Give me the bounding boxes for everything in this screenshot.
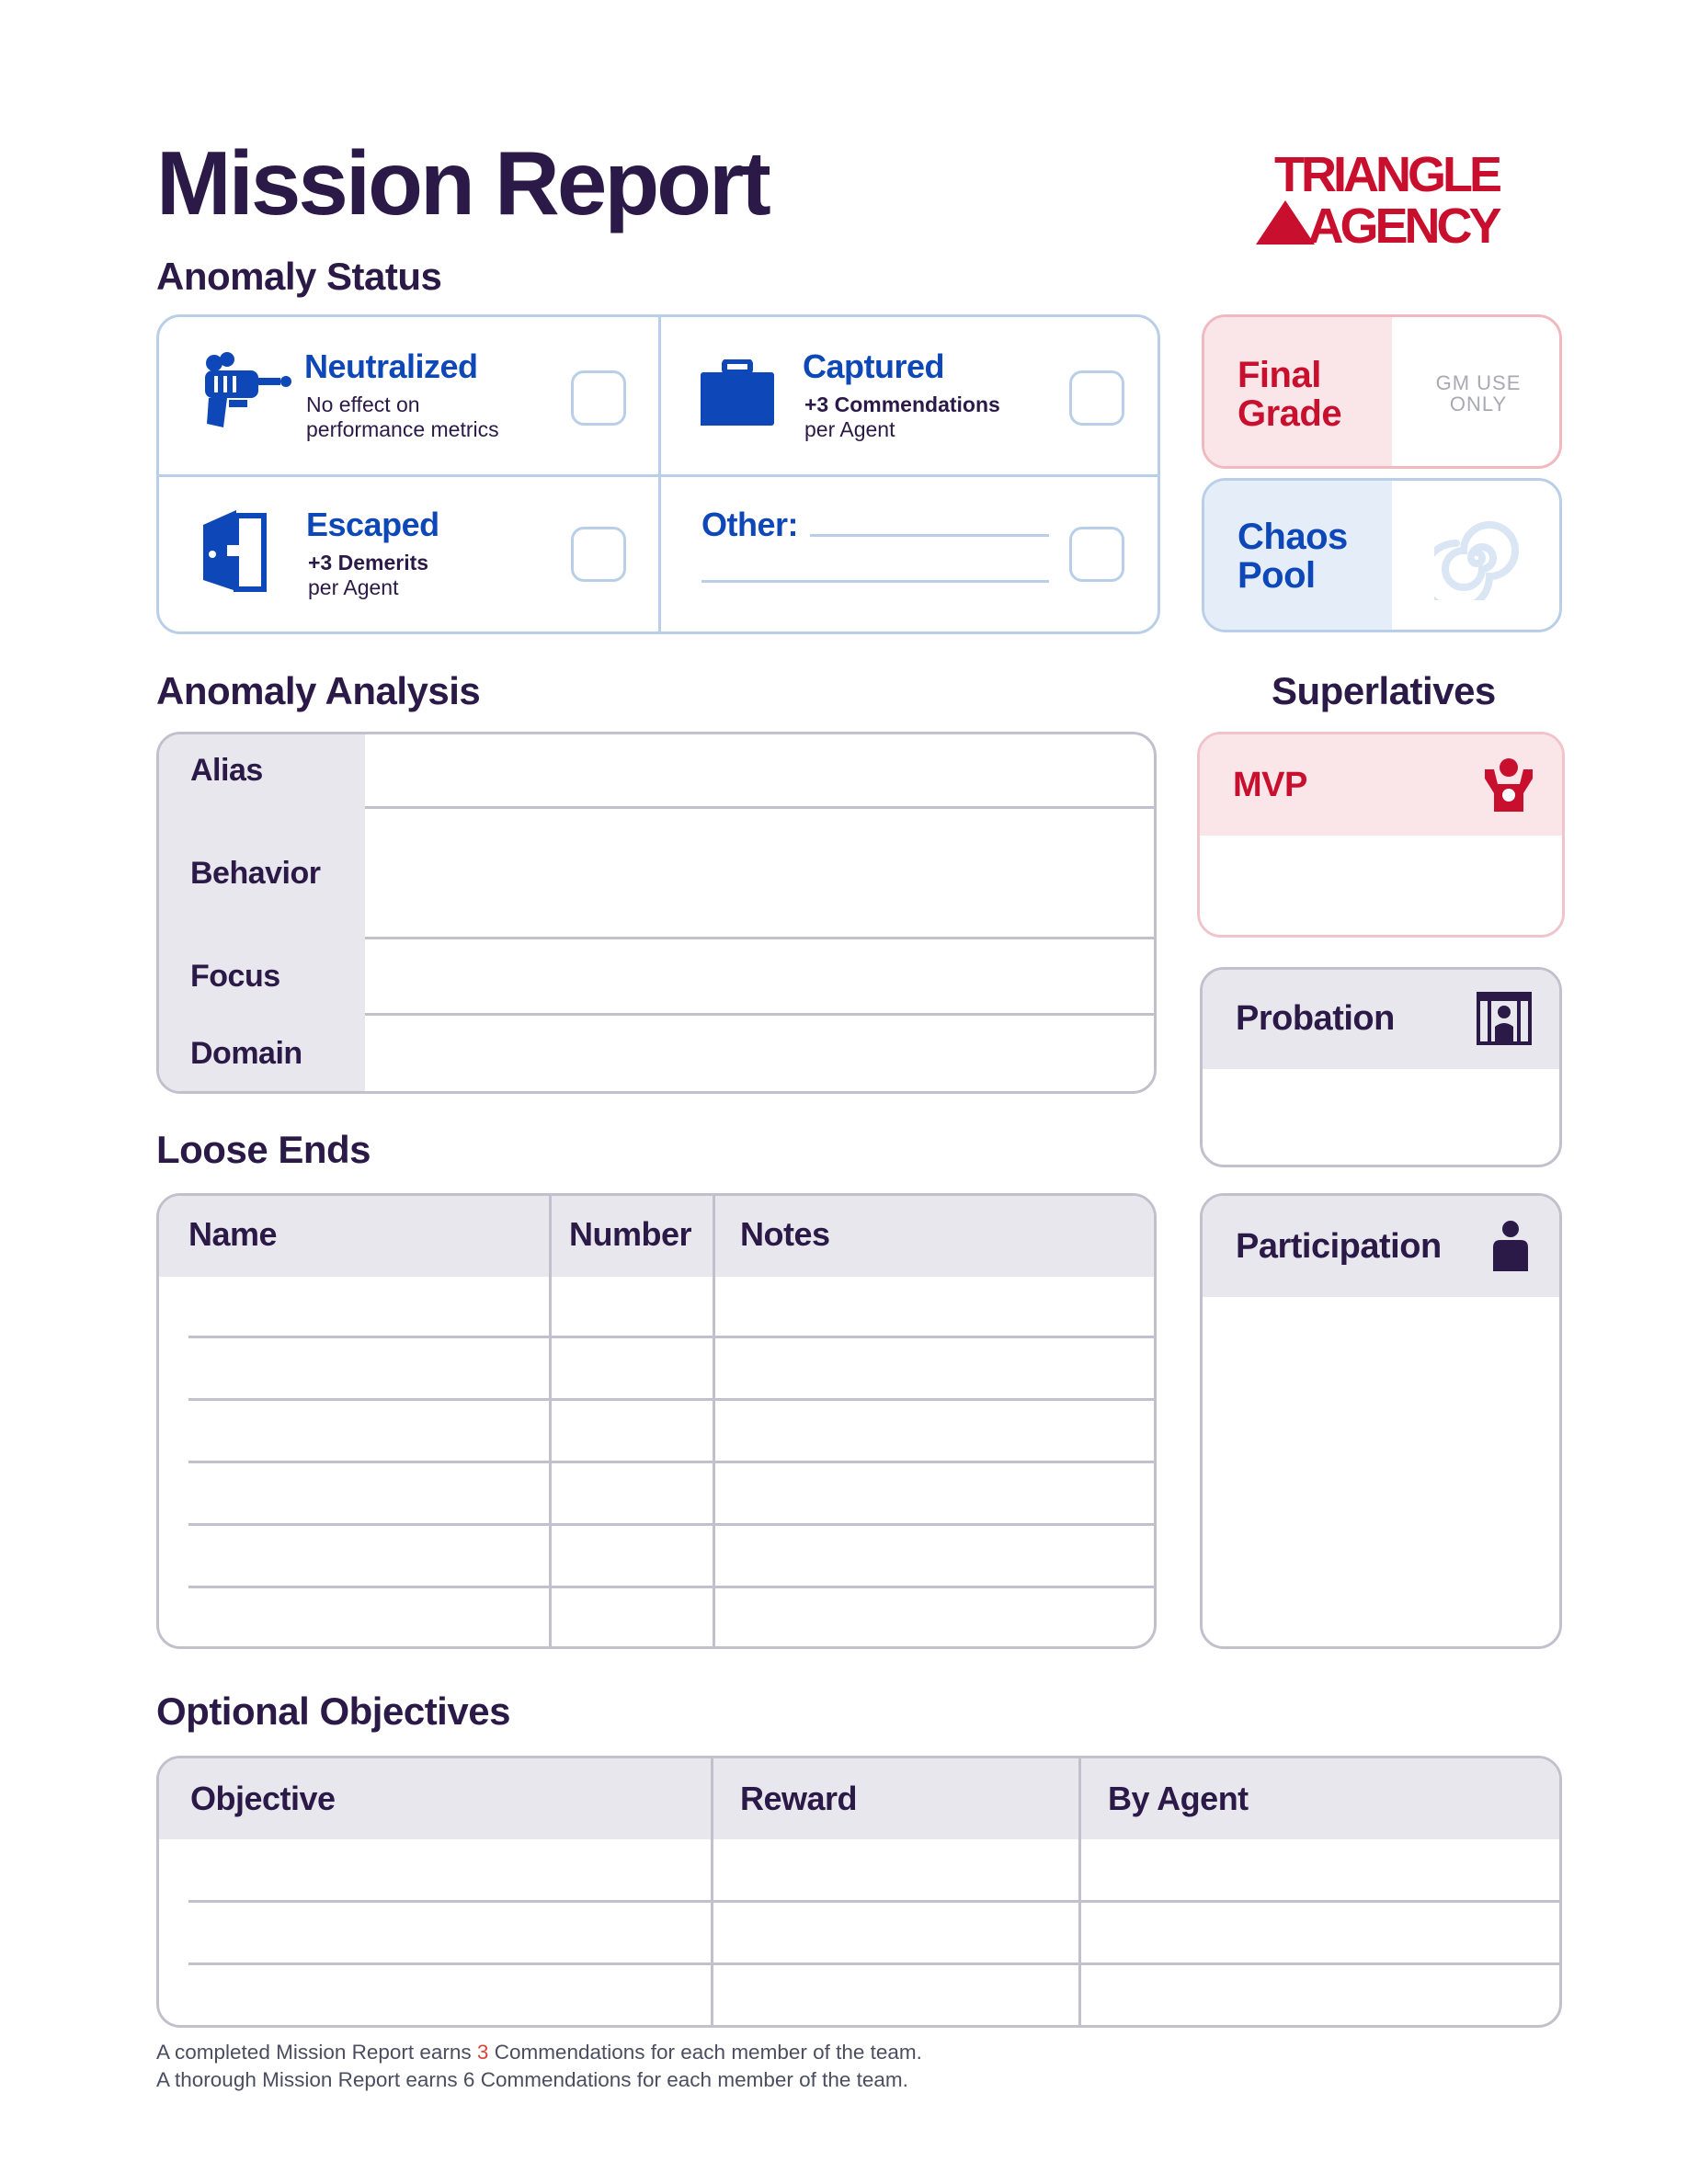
briefcase-icon [699,359,776,429]
loose-ends-heading: Loose Ends [156,1128,371,1171]
alias-field[interactable] [371,738,1152,802]
anomaly-analysis-table [156,732,1157,1094]
column-header-number: Number [569,1215,692,1253]
footer-line-2: A thorough Mission Report earns 6 Commendations for each member of the team. [156,2068,908,2091]
behavior-field[interactable] [371,812,1152,933]
divider [159,474,1158,477]
captured-sub2: per Agent [804,417,895,441]
final-grade-line2: Grade [1237,393,1342,434]
spiral-icon [1434,516,1519,600]
ray-gun-icon [196,350,293,442]
trophy-person-icon [1481,756,1536,813]
optional-objectives-table [156,1756,1562,2028]
escaped-sub1: +3 Demerits [308,551,429,574]
other-label: Other: [701,506,798,543]
optional-objectives-heading: Optional Objectives [156,1689,510,1733]
neutralized-sub2: performance metrics [306,417,499,441]
table-row-line[interactable] [188,1461,1157,1463]
table-row-line[interactable] [188,1900,1562,1903]
page-title: Mission Report [156,132,769,233]
final-grade-box[interactable] [1202,314,1562,469]
other-input-line-1[interactable] [810,534,1049,537]
other-input-line-2[interactable] [701,580,1049,583]
escaped-sub2: per Agent [308,575,399,599]
neutralized-title: Neutralized [304,347,478,385]
chaos-pool-line2: Pool [1237,555,1316,596]
other-checkbox[interactable] [1069,527,1124,582]
column-header-notes: Notes [740,1215,830,1253]
table-row-line[interactable] [188,1336,1157,1338]
probation-box[interactable] [1200,967,1562,1167]
captured-sub1: +3 Commendations [804,392,1000,416]
captured-checkbox[interactable] [1069,370,1124,426]
column-header-name: Name [188,1215,278,1253]
row-label-domain: Domain [190,1036,302,1071]
escaped-checkbox[interactable] [571,527,626,582]
footer-text: Commendations for each member of the team. [488,2041,922,2064]
table-row-line[interactable] [188,1586,1157,1588]
participation-label: Participation [1236,1227,1442,1266]
divider [365,937,1157,939]
captured-title: Captured [803,347,945,385]
anomaly-analysis-heading: Anomaly Analysis [156,669,481,712]
column-divider [1078,1758,1081,2025]
logo-line2: AGENCY [1307,199,1499,248]
anomaly-status-heading: Anomaly Status [156,255,442,298]
footer-line-1 [156,2042,922,2064]
footer-text: A completed Mission Report earns [156,2041,477,2064]
final-grade-label [1237,356,1341,433]
column-header-reward: Reward [740,1780,858,1817]
gm-use-line2: ONLY [1449,392,1508,416]
column-header-objective: Objective [190,1780,336,1817]
objectives-header-row [159,1758,1559,1839]
participation-box[interactable] [1200,1193,1562,1649]
footer-number: 3 [476,2041,489,2064]
column-divider [713,1196,715,1646]
person-icon [1491,1220,1530,1271]
triangle-agency-logo [1249,147,1524,248]
gm-use-line1: GM USE [1435,371,1522,394]
mvp-label: MVP [1233,766,1307,804]
gm-use-only-note [1405,372,1552,415]
table-row-line[interactable] [188,1398,1157,1401]
chaos-pool-box[interactable] [1202,478,1562,632]
final-grade-line1: Final [1237,355,1321,395]
chaos-pool-label [1237,518,1348,595]
divider [365,806,1157,809]
superlatives-heading: Superlatives [1272,669,1496,712]
loose-ends-table [156,1193,1157,1649]
chaos-pool-line1: Chaos [1237,517,1348,557]
column-divider [711,1758,713,2025]
jail-cell-icon [1477,992,1532,1045]
domain-field[interactable] [371,1018,1152,1092]
column-divider [549,1196,552,1646]
row-label-alias: Alias [190,753,263,788]
logo-line1: TRIANGLE [1274,147,1499,202]
divider [365,1013,1157,1016]
anomaly-status-panel [156,314,1160,634]
focus-field[interactable] [371,942,1152,1010]
mvp-box[interactable] [1197,732,1565,938]
table-row-line[interactable] [188,1962,1562,1965]
neutralized-checkbox[interactable] [571,370,626,426]
probation-label: Probation [1236,999,1395,1038]
neutralized-sub1: No effect on [306,392,420,416]
row-label-focus: Focus [190,959,280,994]
table-row-line[interactable] [188,1523,1157,1526]
escaped-title: Escaped [306,506,439,543]
row-label-behavior: Behavior [190,856,321,891]
column-header-by-agent: By Agent [1108,1780,1249,1817]
exit-door-icon [200,508,269,593]
